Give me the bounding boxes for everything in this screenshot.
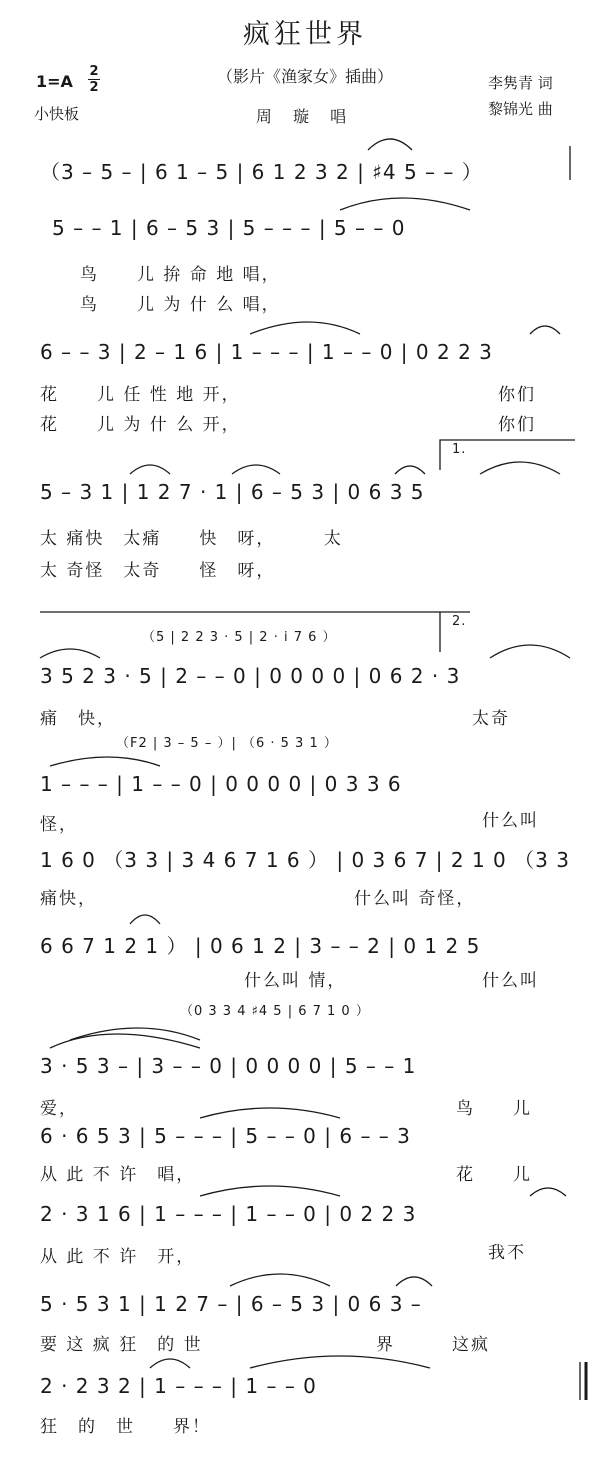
staff-13-notes: 2 · 2 3 2 | 1 – – – | 1 – – 0 xyxy=(40,1374,317,1398)
staff-7-lyric-1-end: 什么叫 奇怪， xyxy=(354,889,476,909)
staff-3-lyric-2-end: 你们 xyxy=(498,415,536,435)
volta-1-bracket xyxy=(440,440,575,470)
staff-11-lyric-1-end: 我不 xyxy=(488,1243,526,1263)
singer-credit: 周 璇 唱 xyxy=(255,107,355,126)
slur-line-9b xyxy=(70,1028,200,1040)
staff-10-lyric-1: 从 此 不 许 唱， xyxy=(40,1165,196,1185)
meter-bottom: 2 xyxy=(89,80,99,95)
slur-line-8 xyxy=(130,915,160,924)
slur-line-6 xyxy=(50,757,160,766)
slur-line-12a xyxy=(230,1274,330,1286)
slur-line-13b xyxy=(250,1356,430,1368)
staff-3-lyric-1-end: 你们 xyxy=(498,385,536,405)
film-subtitle: （影片《渔家女》插曲） xyxy=(216,67,393,86)
slur-line-13a xyxy=(150,1359,190,1368)
staff-10-notes: 6 · 6 5 3 | 5 – – – | 5 – – 0 | 6 – – 3 xyxy=(40,1124,411,1148)
staff-4-lyric-2: 太 奇怪 太奇 怪 呀， xyxy=(40,561,276,581)
slur-line-12b xyxy=(396,1277,432,1286)
staff-11-lyric-1: 从 此 不 许 开， xyxy=(40,1247,196,1267)
staff-8-notes: 6 6 7 1 2 1 ） | 0 6 1 2 | 3 – – 2 | 0 1 2 5 xyxy=(40,934,481,958)
staff-5-lyric-1-end: 太奇 xyxy=(472,709,510,729)
slur-line-2 xyxy=(340,198,470,210)
slur-line-5b xyxy=(490,645,570,658)
staff-5-lyric-1: 痛 快， xyxy=(40,709,116,729)
staff-12-lyric-1: 要 这 疯 狂 的 世 xyxy=(40,1335,203,1355)
staff-9-lyric-1: 爱， xyxy=(40,1099,78,1119)
slur-line-5a xyxy=(40,649,100,658)
volta-1-label: 1. xyxy=(452,442,467,457)
staff-3-lyric-1: 花 儿 任 性 地 开， xyxy=(40,385,241,405)
staff-3-lyric-2: 花 儿 为 什 么 开， xyxy=(40,415,241,435)
staff-2-lyric-1: 鸟 儿 拚 命 地 唱， xyxy=(80,265,281,285)
staff-2-lyric-2: 鸟 儿 为 什 么 唱， xyxy=(80,295,281,315)
staff-9-upper: （0 3 3 4 ♯4 5 | 6 7 1 0 ） xyxy=(180,1004,370,1019)
slur-line-11b xyxy=(530,1188,566,1196)
slur-line-1 xyxy=(368,139,412,150)
staff-9-notes: 3 · 5 3 – | 3 – – 0 | 0 0 0 0 | 5 – – 1 xyxy=(40,1054,417,1078)
staff-11-notes: 2 · 3 1 6 | 1 – – – | 1 – – 0 | 0 2 2 3 xyxy=(40,1202,417,1226)
key-signature: 1=A xyxy=(36,72,73,91)
staff-2-notes: 5 – – 1 | 6 – 5 3 | 5 – – – | 5 – – 0 xyxy=(52,216,406,240)
staff-4-lyric-1: 太 痛快 太痛 快 呀， 太 xyxy=(40,529,343,549)
slur-line-4a xyxy=(130,465,170,474)
composer-credit: 黎锦光 曲 xyxy=(488,100,553,118)
staff-1-notes: （3 – 5 – | 6 1 – 5 | 6 1 2 3 2 | ♯4 5 – – ） xyxy=(40,160,483,184)
staff-7-notes: 1 6 0 （3 3 | 3 4 6 7 1 6 ） | 0 3 6 7 | 2 1 0 （3 3 xyxy=(40,848,570,872)
staff-6-upper: （F2 | 3 – 5 – ）| （6 · 5 3 1 ） xyxy=(116,736,338,751)
staff-7-lyric-1: 痛快， xyxy=(40,889,97,909)
staff-4-notes: 5 – 3 1 | 1 2 7 · 1 | 6 – 5 3 | 0 6 3 5 xyxy=(40,480,425,504)
staff-8-lyric-1: 什么叫 情， xyxy=(244,971,347,991)
staff-12-notes: 5 · 5 3 1 | 1 2 7 – | 6 – 5 3 | 0 6 3 – xyxy=(40,1292,422,1316)
slur-line-4c xyxy=(395,466,425,474)
volta-2-bracket xyxy=(440,612,470,652)
staff-9-lyric-1-end: 鸟 儿 xyxy=(456,1099,532,1119)
slur-line-9a xyxy=(50,1034,200,1048)
staff-5-notes: 3 5 2 3 · 5 | 2 – – 0 | 0 0 0 0 | 0 6 2 · 3 xyxy=(40,664,461,688)
staff-3-notes: 6 – – 3 | 2 – 1 6 | 1 – – – | 1 – – 0 | 0 2 2 3 xyxy=(40,340,493,364)
slur-line-10 xyxy=(200,1108,340,1118)
staff-6-lyric-1: 怪， xyxy=(40,815,78,835)
staff-5-upper: （5 | 2 2 3 · 5 | 2 · i 7 6 ） xyxy=(142,630,337,645)
staff-12-lyric-1-end: 界 这疯 xyxy=(376,1335,490,1355)
slur-line-4d xyxy=(480,462,560,474)
slur-line-3 xyxy=(250,322,360,334)
staff-6-lyric-1-end: 什么叫 xyxy=(482,811,539,831)
staff-13-lyric-1: 狂 的 世 界！ xyxy=(40,1417,211,1437)
slur-line-11a xyxy=(200,1186,340,1196)
slur-line-3b xyxy=(530,326,560,334)
song-title: 疯狂世界 xyxy=(243,19,367,50)
lyricist-credit: 李隽青 词 xyxy=(488,74,553,92)
volta-2-label: 2. xyxy=(452,614,467,629)
slur-line-4b xyxy=(232,465,280,474)
staff-6-notes: 1 – – – | 1 – – 0 | 0 0 0 0 | 0 3 3 6 xyxy=(40,772,402,796)
staff-10-lyric-1-end: 花 儿 xyxy=(456,1165,532,1185)
meter-top: 2 xyxy=(89,64,99,79)
tempo-marking: 小快板 xyxy=(34,105,80,123)
staff-8-lyric-1-end: 什么叫 xyxy=(482,971,539,991)
